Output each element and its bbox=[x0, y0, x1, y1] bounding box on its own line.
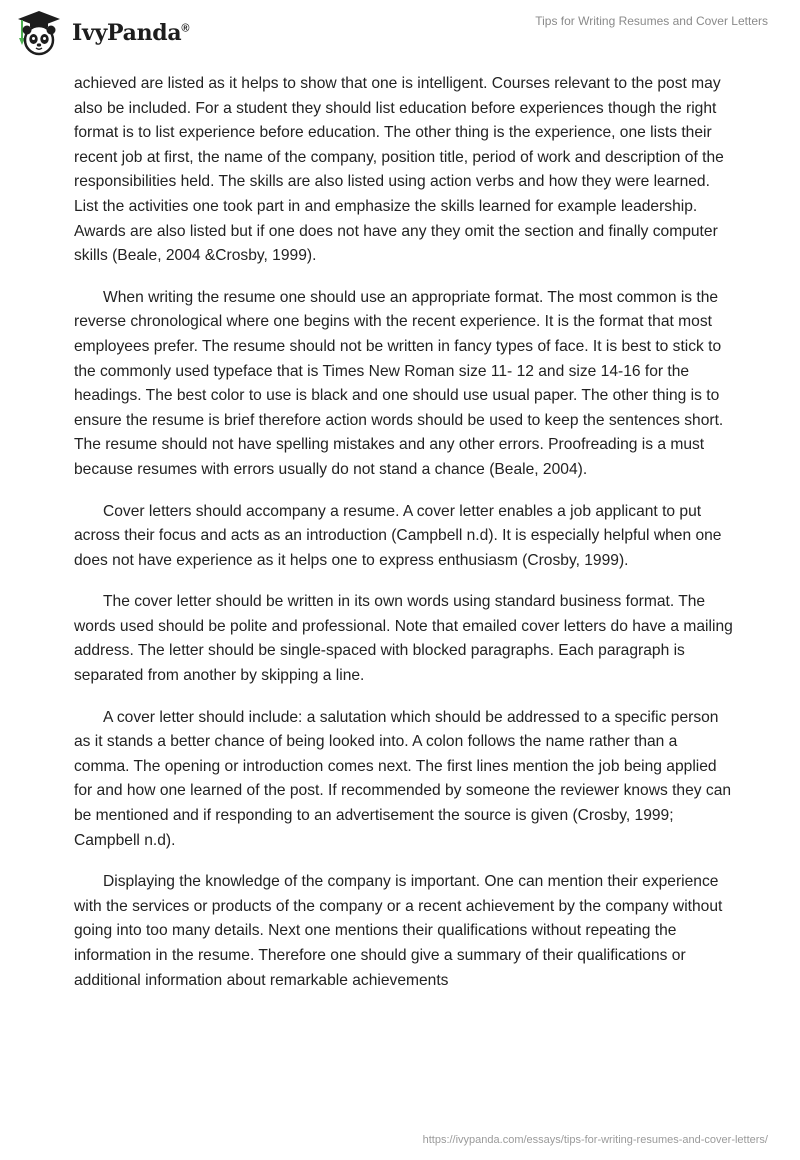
registered-mark: ® bbox=[181, 22, 190, 35]
paragraph-4: The cover letter should be written in its own words using standard business format. The words used should be polite and professional. Note that emailed cover letters do have a mailing address. The letter should be single-spaced with blocked paragraphs. Each paragraph is separated from another by skipping a line. bbox=[74, 593, 733, 685]
paragraph-6: Displaying the knowledge of the company is important. One can mention their experience with the services or products of the company or a recent achievement by the company without going into too many details. Next one mentions their qualifications without repeating the information in the resume. Therefore one should give a summary of their qualifications or additional information about remarkable achievements bbox=[74, 873, 723, 989]
page-header bbox=[0, 0, 800, 70]
source-url[interactable]: https://ivypanda.com/essays/tips-for-writing-resumes-and-cover-letters/ bbox=[422, 1134, 768, 1146]
paragraph-5: A cover letter should include: a salutation which should be addressed to a specific person as it stands a better chance of being looked into. A colon follows the name rather than a comma. The opening or introduction comes next. The first lines mention the job being applied for and how one learned of the post. If recommended by someone the reviewer knows they can be mentioned and if responding to an advertisement the source is given (Crosby, 1999; Campbell n.d). bbox=[74, 708, 732, 849]
paragraph-2: When writing the resume one should use an appropriate format. The most common is the reverse chronological where one begins with the recent experience. It is the format that most employees prefer. The resume should not be written in fancy types of face. It is best to stick to the commonly used typeface that is Times New Roman size 11- 12 and size 14-16 for the headings. The best color to use is black and one should use usual paper. The other thing is to ensure the resume is brief therefore action words should be used to keep the sentences short. The resume should not have spelling mistakes and any other errors. Proofreading is a must because resumes with errors usually do not stand a chance (Beale, 2004). bbox=[74, 288, 724, 478]
brand-name: IvyPanda® bbox=[72, 20, 190, 46]
panda-graduation-cap-icon bbox=[14, 8, 64, 58]
essay-body bbox=[74, 72, 734, 1010]
document-title: Tips for Writing Resumes and Cover Letters bbox=[535, 14, 768, 28]
paragraph-1: achieved are listed as it helps to show that one is intelligent. Courses relevant to the post may also be included. For a student they should list education before experiences though the right format is to list experience before education. The other thing is the experience, one lists their recent job at first, the name of the company, position title, period of work and description of the responsibilities held. The skills are also listed using action verbs and how they were learned. List the activities one took part in and emphasize the skills learned for example leadership. Awards are also listed but if one does not have any they omit the section and finally computer skills (Beale, 2004 &Crosby, 1999). bbox=[74, 75, 724, 265]
paragraph-3: Cover letters should accompany a resume. A cover letter enables a job applicant to put across their focus and acts as an introduction (Campbell n.d). It is especially helpful when one does not have experience as it helps one to express enthusiasm (Crosby, 1999). bbox=[74, 502, 722, 569]
ivypanda-logo[interactable] bbox=[14, 8, 204, 58]
